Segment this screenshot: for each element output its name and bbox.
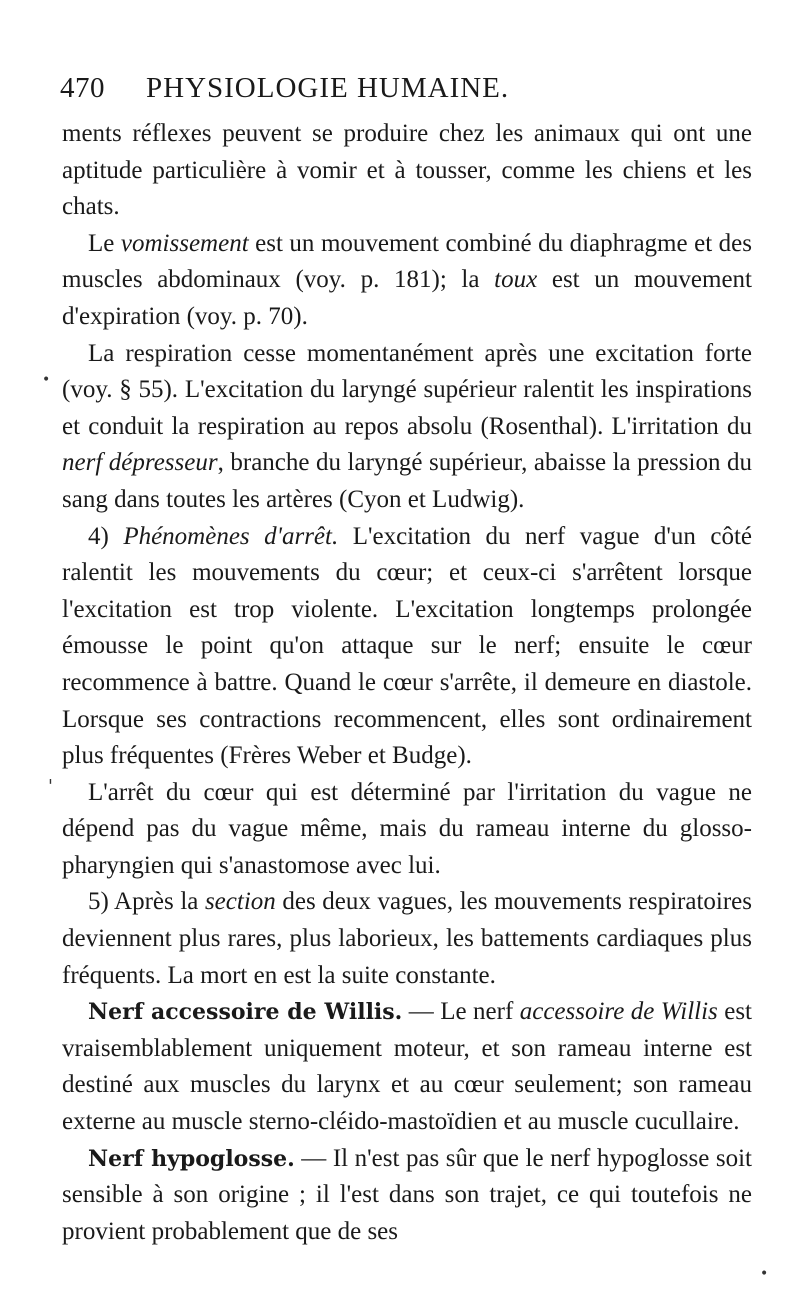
italic-heading: Phénomènes d'arrêt. bbox=[123, 522, 339, 550]
paragraph-text: L'arrêt du cœur qui est déterminé par l'irritation du vague ne dépend pas du vague même, mais du rameau interne du glosso-pharyngien qui s'anastomose avec lui. bbox=[62, 778, 752, 879]
italic-term: vomissement bbox=[120, 229, 249, 257]
italic-term: nerf dépresseur bbox=[62, 449, 218, 477]
text-run: 5) Après la bbox=[88, 888, 205, 916]
page-number: 470 bbox=[60, 72, 105, 104]
text-run: — Il n'est pas sûr que le nerf hypoglosse soit sensible à son origine ; il l'est dans son trajet, ce qui toutefois ne provient probablement que de ses bbox=[62, 1144, 752, 1245]
margin-mark: • bbox=[760, 1266, 769, 1282]
running-title: PHYSIOLOGIE HUMAINE. bbox=[146, 72, 510, 104]
text-run: , branche du laryngé supérieur, abaisse la pression du sang dans toutes les artères (Cyon et Ludwig). bbox=[62, 449, 752, 513]
text-run: La respiration cesse momentanément après une excitation forte (voy. § 55). L'excitation du laryngé supérieur ralentit les inspirations et conduit la respiration au repos absolu (Rosenthal). L'irritation du bbox=[62, 339, 752, 440]
margin-mark: • bbox=[42, 372, 51, 388]
text-run: est un mouvement combiné du diaphragme et des muscles abdominaux (voy. p. 181); la bbox=[62, 229, 752, 294]
text-run: L'excitation du nerf vague d'un côté ralentit les mouvements du cœur; et ceux-ci s'arrêtent lorsque l'excitation est trop violente. L'excitation longtemps prolongée émousse le point qu'on attaque sur le nerf; ensuite le cœur recommence à battre. Quand le cœur s'arrête, il demeure en diastole. Lorsque ses contractions recommencent, elles sont ordinairement plus fréquentes (Frères Weber et Budge). bbox=[62, 522, 752, 770]
paragraph-vomissement bbox=[62, 226, 752, 336]
paragraph-section bbox=[62, 884, 752, 994]
paragraph-arret bbox=[62, 519, 752, 775]
paragraph-accessoire bbox=[62, 994, 752, 1140]
paragraph-respiration bbox=[62, 336, 752, 519]
text-run: Le bbox=[88, 229, 121, 257]
text-run: est vraisemblablement uniquement moteur, et son rameau interne est destiné aux muscles du larynx et au cœur seulement; son rameau externe au muscle sterno-cléido-mastoïdien et au muscle cucullaire. bbox=[62, 998, 752, 1136]
text-run: — Le nerf bbox=[402, 998, 520, 1026]
paragraph-arret-coeur bbox=[62, 775, 752, 885]
section-number: 4) bbox=[88, 522, 124, 550]
paragraph-text: ments réflexes peuvent se produire chez les animaux qui ont une aptitude particulière à vomir et à tousser, comme les chiens et les chats. bbox=[62, 120, 752, 221]
italic-term: accessoire de Willis bbox=[519, 998, 718, 1026]
page-header bbox=[60, 72, 660, 116]
body-text bbox=[62, 116, 752, 1250]
text-run: est un mouvement d'expiration (voy. p. 70). bbox=[62, 266, 752, 330]
italic-term: section bbox=[204, 888, 276, 916]
margin-mark: ' bbox=[48, 776, 53, 797]
italic-term: toux bbox=[494, 266, 538, 294]
bold-heading: Nerf hypoglosse. bbox=[88, 1145, 295, 1172]
text-run: des deux vagues, les mouvements respiratoires deviennent plus rares, plus laborieux, les battements cardiaques plus fréquents. La mort en est la suite constante. bbox=[62, 888, 752, 989]
paragraph-continuation bbox=[62, 116, 752, 226]
paragraph-hypoglosse bbox=[62, 1141, 752, 1251]
bold-heading: Nerf accessoire de Willis. bbox=[88, 999, 403, 1026]
